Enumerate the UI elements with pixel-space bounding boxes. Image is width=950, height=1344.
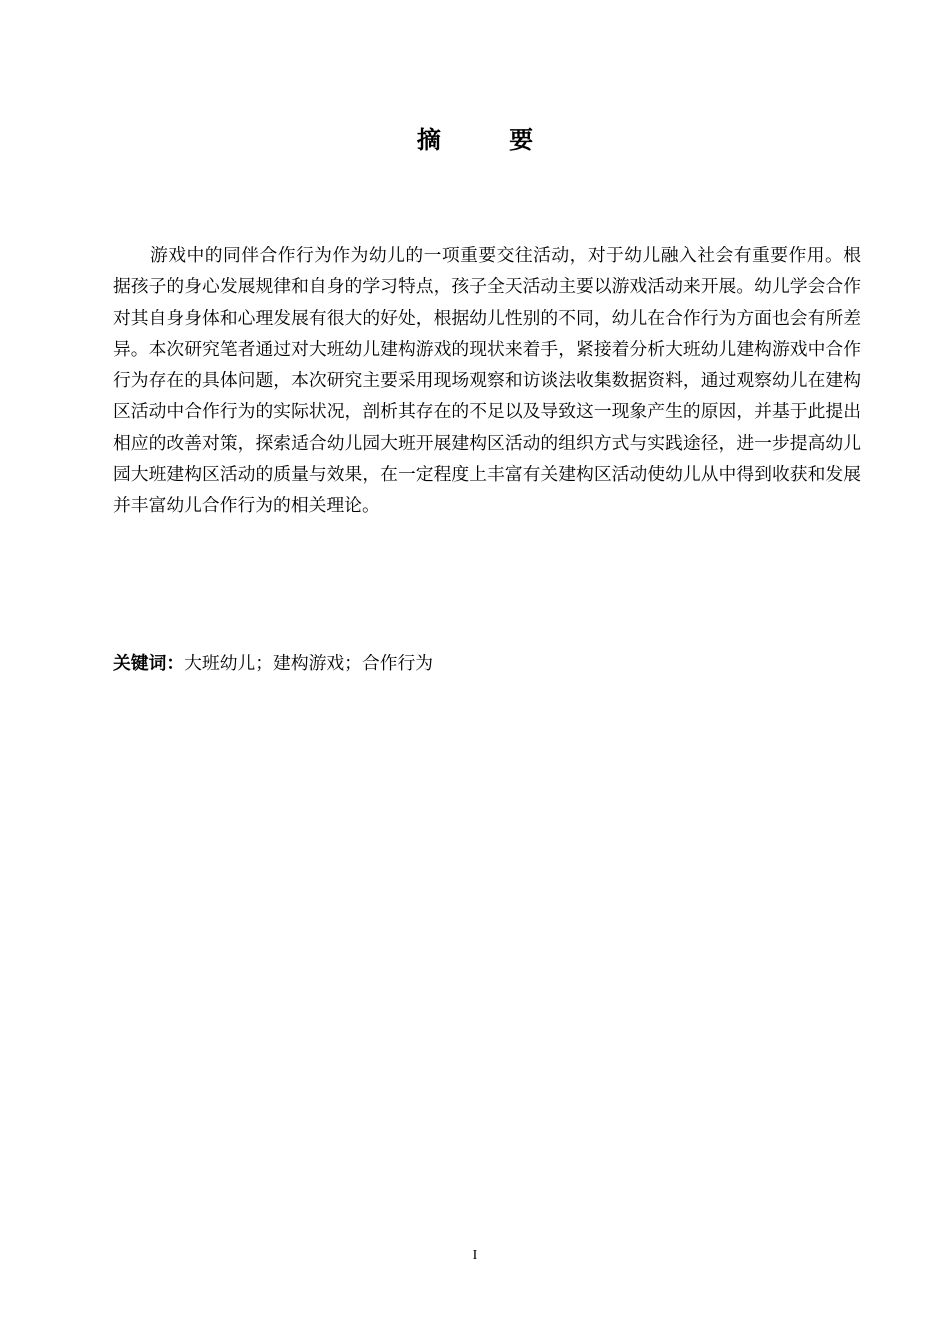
keywords-text: 大班幼儿；建构游戏；合作行为: [184, 653, 434, 674]
keywords-line: [113, 648, 861, 679]
page-title: 摘 要: [416, 126, 564, 154]
keywords-label: 关键词：: [113, 653, 185, 674]
page-number: I: [472, 1248, 478, 1263]
abstract-paragraph: 游戏中的同伴合作行为作为幼儿的一项重要交往活动，对于幼儿融入社会有重要作用。根据孩子的身心发展规律和自身的学习特点，孩子全天活动主要以游戏活动来开展。幼儿学会合作对其自身身体和心理发展有很大的好处，根据幼儿性别的不同，幼儿在合作行为方面也会有所差异。本次研究笔者通过对大班幼儿建构游戏的现状来着手，紧接着分析大班幼儿建构游戏中合作行为存在的具体问题，本次研究主要采用现场观察和访谈法收集数据资料，通过观察幼儿在建构区活动中合作行为的实际状况，剖析其存在的不足以及导致这一现象产生的原因，并基于此提出相应的改善对策，探索适合幼儿园大班开展建构区活动的组织方式与实践途径，进一步提高幼儿园大班建构区活动的质量与效果，在一定程度上丰富有关建构区活动使幼儿从中得到收获和发展并丰富幼儿合作行为的相关理论。: [113, 245, 861, 517]
